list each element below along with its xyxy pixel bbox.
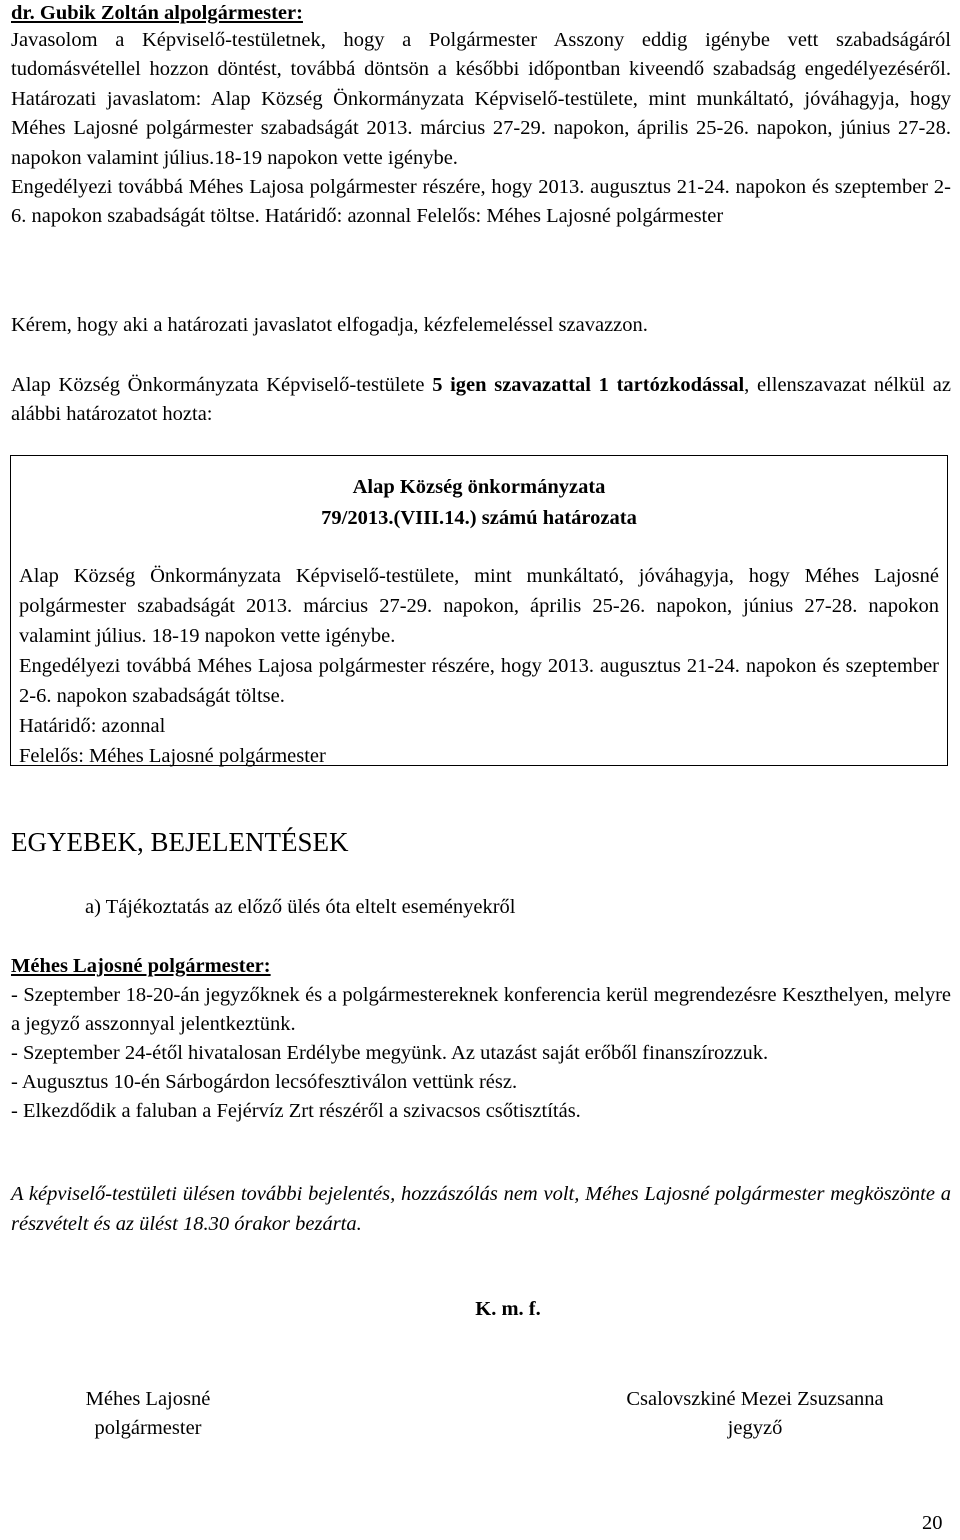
vice-mayor-section [11, 0, 951, 232]
announcement-item: - Szeptember 18-20-án jegyzőknek és a polgármestereknek konferencia kerül megrendezésre Keszthelyen, melyre a jegyző asszonnyal jelentkeztünk. [11, 984, 951, 1035]
resolution-paragraph-2: Engedélyezi továbbá Méhes Lajosa polgármester részére, hogy 2013. augusztus 21-24. napokon és szeptember 2-6. napokon szabadságát töltse. [19, 655, 939, 707]
proposal-text-2: Engedélyezi továbbá Méhes Lajosa polgármester részére, hogy 2013. augusztus 21-24. napokon és szeptember 2-6. napokon szabadságát töltse. Határidő: azonnal Felelős: Méhes Lajosné polgármester [11, 176, 951, 228]
kmf-label: K. m. f. [475, 1298, 541, 1320]
proposal-text: Javasolom a Képviselő-testületnek, hogy a Polgármester Asszony eddig igénybe vett szabadságáról tudomásvétellel hozzon döntést, továbbá döntsön a későbbi időpontban kiveendő szabadság engedélyezéséről. Határozati javaslatom: Alap Község Önkormányzata Képviselő-testülete, mint munkáltató, jóváhagyja, hogy Méhes Lajosné polgármester szabadságát 2013. március 27-29. napokon, április 25-26. napokon, június 27-28. napokon valamint július.18-19 napokon vette igénybe. [11, 29, 951, 169]
mayor-speaker-heading: Méhes Lajosné polgármester: [11, 955, 271, 977]
signature-notary-title: jegyző [727, 1417, 783, 1439]
mayor-section [11, 952, 951, 1126]
speaker-heading: dr. Gubik Zoltán alpolgármester: [11, 2, 303, 24]
vote-result [11, 371, 951, 429]
announcement-item: - Augusztus 10-én Sárbogárdon lecsófesztiválon vettünk rész. [11, 1071, 518, 1093]
resolution-paragraph: Alap Község Önkormányzata Képviselő-testülete, mint munkáltató, jóváhagyja, hogy Méhes Lajosné polgármester szabadságát 2013. március 27-29. napokon, április 25-26. napokon, június 27-28. napokon valamint július. 18-19 napokon vette igénybe. [19, 565, 939, 647]
announcement-item: - Szeptember 24-étől hivatalosan Erdélybe megyünk. Az utazást saját erőből finanszírozzuk. [11, 1042, 769, 1064]
announcement-item: - Elkezdődik a faluban a Fejérvíz Zrt részéről a szivacsos csőtisztítás. [11, 1100, 581, 1122]
resolution-number: 79/2013.(VIII.14.) számú határozata [321, 507, 637, 529]
closing-statement: A képviselő-testületi ülésen további bejelentés, hozzászólás nem volt, Méhes Lajosné polgármester megköszönte a részvételt és az ülést 18.30 órakor bezárta. [11, 1183, 951, 1235]
signature-mayor-name: Méhes Lajosné [85, 1388, 211, 1410]
vote-request: Kérem, hogy aki a határozati javaslatot elfogadja, kézfelemeléssel szavazzon. [11, 314, 648, 336]
resolution-responsible: Felelős: Méhes Lajosné polgármester [19, 745, 326, 767]
resolution-deadline: Határidő: azonnal [19, 715, 166, 737]
signature-mayor-title: polgármester [94, 1417, 202, 1439]
vote-result-count: 5 igen szavazattal 1 tartózkodással [432, 374, 745, 396]
resolution-body [19, 561, 939, 771]
resolution-title: Alap Község önkormányzata [352, 476, 606, 498]
page-number: 20 [922, 1512, 943, 1534]
vote-result-prefix: Alap Község Önkormányzata Képviselő-testülete [11, 374, 433, 396]
resolution-box [10, 455, 948, 766]
signature-notary [595, 1385, 915, 1443]
section-heading: EGYEBEK, BEJELENTÉSEK [11, 827, 349, 857]
vote-result-suffix: , ellenszavazat nélkül az alábbi határozatot hozta: [11, 374, 951, 425]
agenda-item-a: a) Tájékoztatás az előző ülés óta eltelt eseményekről [85, 896, 516, 918]
signature-mayor [58, 1385, 238, 1443]
signature-notary-name: Csalovszkiné Mezei Zsuzsanna [626, 1388, 884, 1410]
